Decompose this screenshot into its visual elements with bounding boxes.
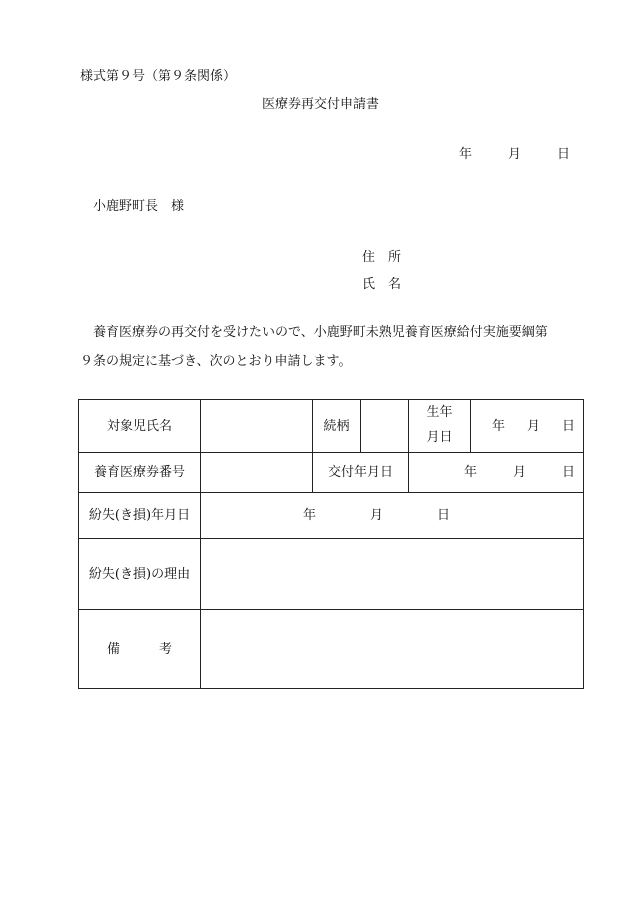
- table-row: [79, 539, 584, 610]
- relationship-field[interactable]: [361, 400, 409, 453]
- addressee: 小鹿野町長 様: [93, 199, 185, 214]
- ticket-number-field[interactable]: [201, 453, 313, 493]
- relationship-label: 続柄: [313, 400, 361, 453]
- applicant-address-label: 住 所: [362, 250, 402, 265]
- remarks-label-char-1: 備: [107, 641, 121, 657]
- issue-month-unit: 月: [512, 465, 526, 480]
- date-month: 月: [508, 147, 522, 162]
- birth-day-unit: 日: [561, 418, 575, 434]
- loss-reason-label: 紛失(き損)の理由: [79, 539, 201, 610]
- table-row: [79, 493, 584, 539]
- loss-date-field[interactable]: [201, 493, 584, 539]
- table-row: [79, 400, 584, 453]
- ticket-number-label: 養育医療券番号: [79, 453, 201, 493]
- loss-month-unit: 月: [370, 508, 384, 523]
- loss-date-label: 紛失(き損)年月日: [79, 493, 201, 539]
- application-date-line: [459, 148, 570, 161]
- body-text-line-1: 養育医療券の再交付を受けたいので、小鹿野町未熟児養育医療給付実施要綱第: [93, 325, 548, 340]
- loss-year-unit: 年: [303, 508, 317, 523]
- table-row: [79, 610, 584, 689]
- document-title: 医療券再交付申請書: [262, 97, 380, 112]
- loss-day-unit: 日: [437, 508, 451, 523]
- remarks-label-char-2: 考: [158, 641, 172, 657]
- application-form-table: [78, 399, 584, 689]
- birth-date-label-line-2: 月日: [426, 430, 453, 445]
- child-name-field[interactable]: [201, 400, 313, 453]
- form-number: 様式第９号（第９条関係）: [80, 69, 237, 84]
- applicant-name-label: 氏 名: [362, 277, 402, 292]
- birth-date-label: [409, 400, 471, 453]
- body-text-line-2: ９条の規定に基づき、次のとおり申請します。: [80, 354, 352, 369]
- issue-year-unit: 年: [463, 465, 477, 480]
- date-day: 日: [557, 147, 571, 162]
- issue-date-field[interactable]: [409, 453, 584, 493]
- birth-date-field[interactable]: [471, 400, 584, 453]
- child-name-label: 対象児氏名: [79, 400, 201, 453]
- birth-date-label-line-1: 生年: [426, 405, 453, 421]
- loss-reason-field[interactable]: [201, 539, 584, 610]
- date-year: 年: [459, 147, 473, 162]
- remarks-label: [79, 610, 201, 689]
- issue-day-unit: 日: [561, 465, 575, 480]
- birth-year-unit: 年: [491, 418, 505, 434]
- remarks-field[interactable]: [201, 610, 584, 689]
- table-row: [79, 453, 584, 493]
- birth-month-unit: 月: [526, 418, 540, 434]
- issue-date-label: 交付年月日: [313, 453, 409, 493]
